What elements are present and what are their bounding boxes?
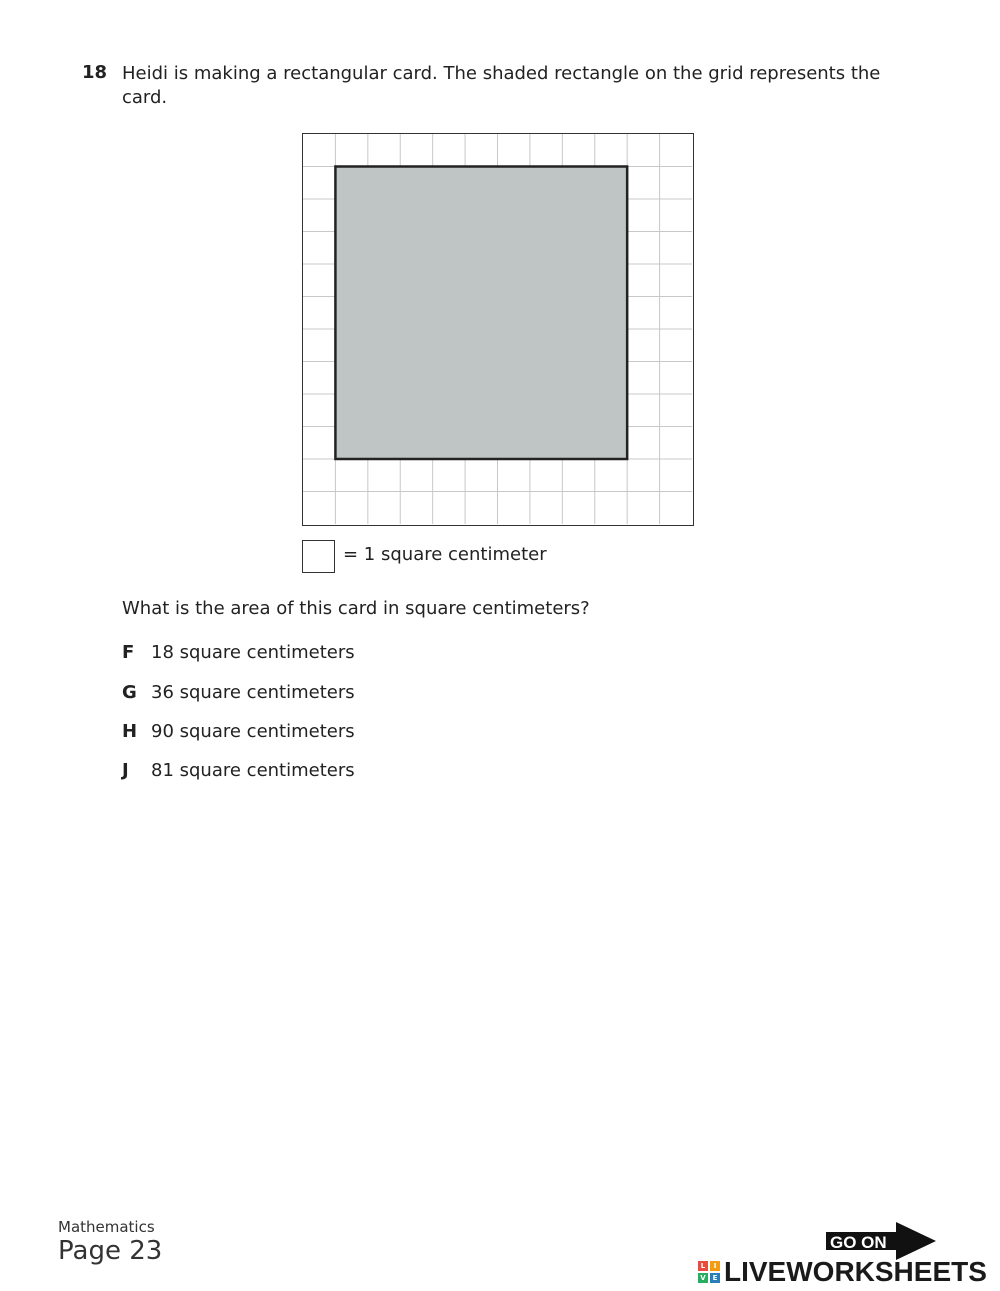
choice-f[interactable] <box>122 642 355 663</box>
liveworksheets-logo <box>698 1256 987 1288</box>
mark-letter: V <box>698 1273 708 1283</box>
go-on-label: GO ON <box>830 1233 887 1252</box>
page-number: Page 23 <box>58 1236 163 1266</box>
footer-subject: Mathematics <box>58 1218 155 1236</box>
choice-letter: G <box>122 682 137 703</box>
choice-letter: F <box>122 642 135 663</box>
grid-drawing <box>303 134 692 524</box>
liveworksheets-text: LIVEWORKSHEETS <box>724 1256 987 1287</box>
mark-letter: E <box>710 1273 720 1283</box>
liveworksheets-mark-icon <box>698 1261 720 1283</box>
question-text: Heidi is making a rectangular card. The shaded rectangle on the grid represents the card. <box>122 63 881 108</box>
choice-h[interactable] <box>122 721 355 742</box>
choice-letter: J <box>122 760 129 781</box>
question-number: 18 <box>82 62 108 83</box>
go-on-arrow-icon <box>826 1222 938 1260</box>
choice-letter: H <box>122 721 138 742</box>
mark-letter: L <box>698 1261 708 1271</box>
choice-text: 81 square centimeters <box>151 760 355 781</box>
mark-letter: I <box>710 1261 720 1271</box>
question-prompt: What is the area of this card in square centimeters? <box>122 598 590 619</box>
choice-text: 36 square centimeters <box>151 682 355 703</box>
choice-text: 90 square centimeters <box>151 721 355 742</box>
choice-j[interactable] <box>122 760 355 781</box>
legend-text: = 1 square centimeter <box>343 544 547 565</box>
unit-square-legend <box>302 540 335 573</box>
shaded-card-rectangle <box>335 167 627 460</box>
choice-g[interactable] <box>122 682 355 703</box>
choice-text: 18 square centimeters <box>151 642 355 663</box>
area-grid <box>302 133 694 526</box>
